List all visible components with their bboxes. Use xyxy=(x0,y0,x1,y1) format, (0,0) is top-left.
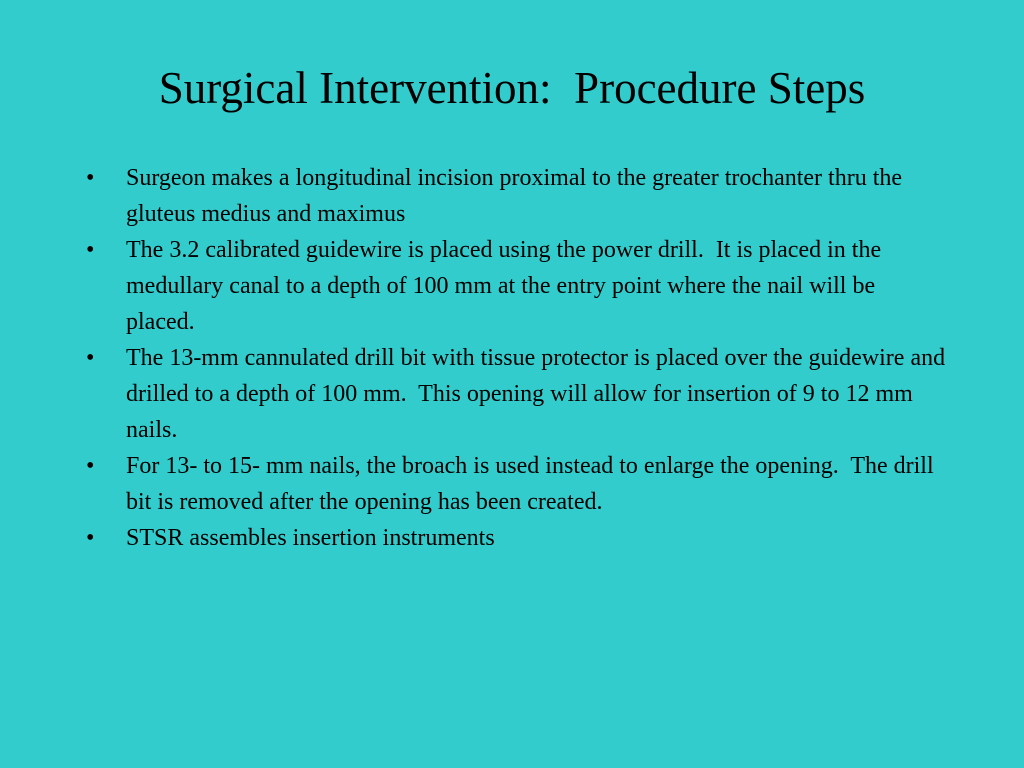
bullet-list xyxy=(86,160,952,556)
bullet-text: STSR assembles insertion instruments xyxy=(126,525,495,551)
bullet-item-2 xyxy=(86,232,946,340)
bullet-text: For 13- to 15- mm nails, the broach is used instead to enlarge the opening. The drill bit is removed after the opening has been created. xyxy=(126,453,940,515)
bullet-item-1 xyxy=(86,160,946,232)
bullet-text: Surgeon makes a longitudinal incision proximal to the greater trochanter thru the gluteus medius and maximus xyxy=(126,165,909,227)
bullet-item-4 xyxy=(86,448,946,520)
bullet-text: The 3.2 calibrated guidewire is placed using the power drill. It is placed in the medullary canal to a depth of 100 mm at the entry point where the nail will be placed. xyxy=(126,237,888,335)
bullet-point-icon: • xyxy=(86,345,95,371)
slide-title: Surgical Intervention: Procedure Steps xyxy=(158,63,866,113)
bullet-point-icon: • xyxy=(86,165,95,191)
bullet-text: The 13-mm cannulated drill bit with tissue protector is placed over the guidewire and drilled to a depth of 100 mm. This opening will allow for insertion of 9 to 12 mm nails. xyxy=(126,345,952,443)
bullet-item-5 xyxy=(86,520,946,556)
bullet-point-icon: • xyxy=(86,237,95,263)
bullet-point-icon: • xyxy=(86,525,95,551)
bullet-item-3 xyxy=(86,340,952,448)
bullet-point-icon: • xyxy=(86,453,95,479)
